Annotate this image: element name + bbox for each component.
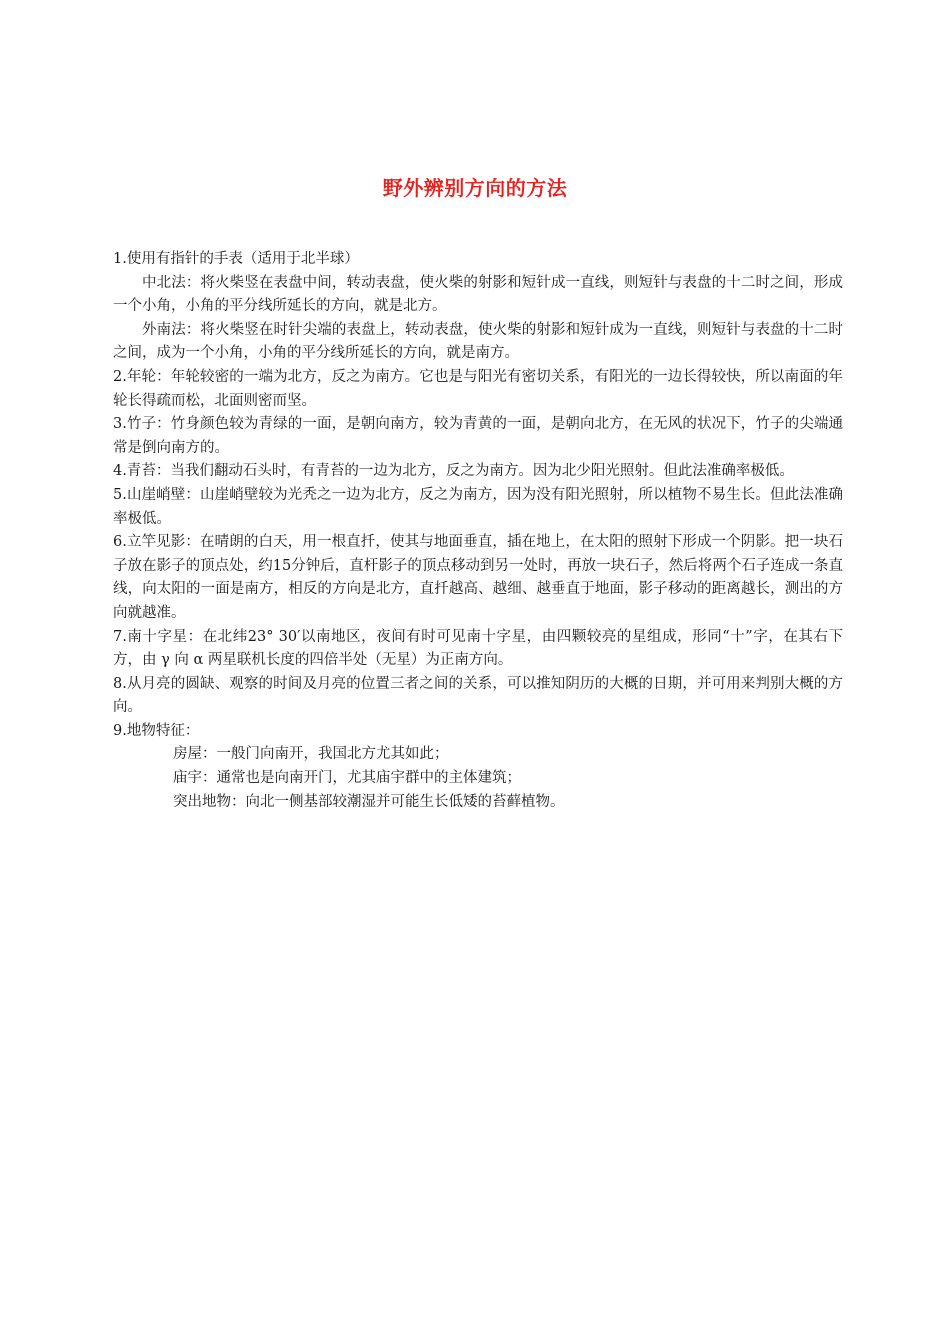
section-heading-landmarks: 9.地物特征： xyxy=(113,722,200,739)
paragraph-north-method: 中北法：将火柴竖在表盘中间，转动表盘，使火柴的射影和短针成一直线，则短针与表盘的十二时之间，形成一个小角，小角的平分线所延长的方向，就是北方。 xyxy=(113,274,843,315)
list-item-prominent-objects: 突出地物：向北一侧基部较潮湿并可能生长低矮的苔藓植物。 xyxy=(173,793,565,810)
paragraph-moss: 4.青苔：当我们翻动石头时，有青苔的一边为北方，反之为南方。因为北少阳光照射。但此法准确率极低。 xyxy=(113,463,794,480)
document-body xyxy=(113,248,843,814)
document-title: 野外辨别方向的方法 xyxy=(382,176,568,200)
paragraph-tree-rings: 2.年轮：年轮较密的一端为北方，反之为南方。它也是与阳光有密切关系，有阳光的一边长得较快，所以南面的年轮长得疏而松，北面则密而坚。 xyxy=(113,368,843,409)
paragraph-south-method: 外南法：将火柴竖在时针尖端的表盘上，转动表盘，使火柴的射影和短针成为一直线，则短针与表盘的十二时之间，成为一个小角，小角的平分线所延长的方向，就是南方。 xyxy=(113,321,843,362)
list-item-temples: 庙宇：通常也是向南开门，尤其庙宇群中的主体建筑； xyxy=(173,770,521,787)
paragraph-bamboo: 3.竹子：竹身颜色较为青绿的一面，是朝向南方，较为青黄的一面，是朝向北方，在无风的状况下，竹子的尖端通常是倒向南方的。 xyxy=(113,416,843,456)
paragraph-cliff: 5.山崖峭壁：山崖峭壁较为光秃之一边为北方，反之为南方，因为没有阳光照射，所以植物不易生长。但此法准确率极低。 xyxy=(113,486,843,527)
list-item-houses: 房屋：一般门向南开，我国北方尤其如此； xyxy=(173,746,449,763)
paragraph-shadow-stick: 6.立竿见影：在晴朗的白天，用一根直扦，使其与地面垂直，插在地上，在太阳的照射下形成一个阴影。把一块石子放在影子的顶点处，约15分钟后，直杆影子的顶点移动到另一处时，再放一块石子，然后将两个石子连成一条直线，向太阳的一面是南方，相反的方向是北方，直扦越高、越细、越垂直于地面，影子移动的距离越长，测出的方向就越准。 xyxy=(113,534,843,621)
paragraph-southern-cross: 7.南十字星：在北纬23° 30′以南地区，夜间有时可见南十字星，由四颗较亮的星组成，形同“十”字，在其右下方，由 γ 向 α 两星联机长度的四倍半处（无星）为正南方向。 xyxy=(113,628,843,669)
section-heading-watch: 1.使用有指针的手表（适用于北半球） xyxy=(113,251,359,267)
paragraph-moon: 8.从月亮的圆缺、观察的时间及月亮的位置三者之间的关系，可以推知阴历的大概的日期，并可用来判别大概的方向。 xyxy=(113,675,843,716)
